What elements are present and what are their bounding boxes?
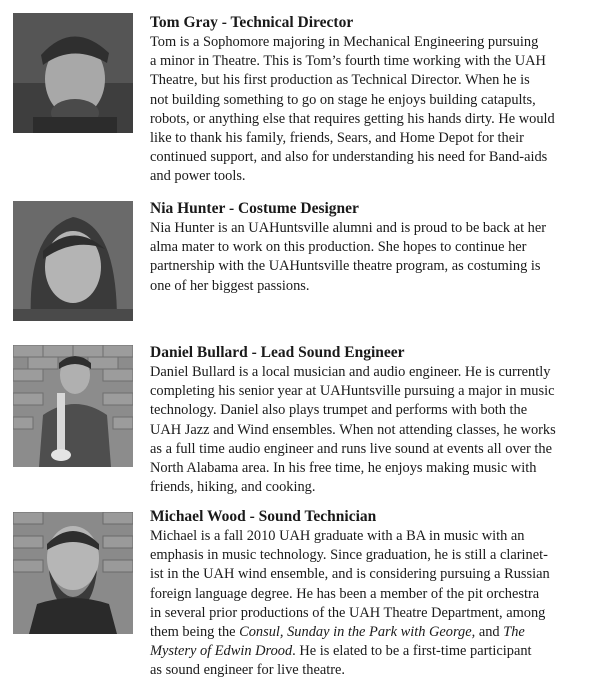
production-title: Consul, Sunday in the Park with George, xyxy=(239,624,476,641)
bio-line xyxy=(150,623,600,642)
photo-nia-hunter xyxy=(13,201,133,321)
photo-tom-gray xyxy=(13,13,133,133)
bio-line xyxy=(150,642,600,661)
headshot-photo-icon xyxy=(13,512,133,634)
person-bio xyxy=(150,363,600,497)
bio-line: not building something to go on stage he enjoys building catapults, xyxy=(150,91,536,108)
bio-text-run: and xyxy=(475,624,504,641)
production-title: Mystery of Edwin Drood xyxy=(150,643,293,660)
person-name-heading: Tom Gray - Technical Director xyxy=(150,14,354,31)
bio-line: alma mater to work on this production. She hopes to continue her xyxy=(150,239,527,256)
bio-text xyxy=(150,199,600,296)
bio-line: emphasis in music technology. Since graduation, he is still a clarinet- xyxy=(150,547,548,564)
bio-text xyxy=(150,343,600,497)
photo-daniel-bullard xyxy=(13,345,133,467)
bio-line: in several prior productions of the UAH Theatre Department, among xyxy=(150,604,546,621)
bio-line: Nia Hunter is an UAHuntsville alumni and is proud to be back at her xyxy=(150,220,547,236)
bio-text-run: . He is elated to be a first-time participant xyxy=(292,643,532,660)
bio-line: one of her biggest passions. xyxy=(150,277,310,294)
person-bio xyxy=(150,33,600,187)
bio-line: technology. Daniel also plays trumpet and performs with both the xyxy=(150,402,528,419)
bio-line: and power tools. xyxy=(150,168,246,185)
bio-line: as sound engineer for live theatre. xyxy=(150,662,345,679)
bio-text xyxy=(150,507,600,681)
musician-with-trumpet-photo-icon xyxy=(13,345,133,467)
bio-text-run: them being the xyxy=(150,624,240,641)
production-title: The xyxy=(503,624,525,641)
person-name-heading: Daniel Bullard - Lead Sound Engineer xyxy=(150,344,405,361)
person-bio xyxy=(150,527,600,681)
photo-michael-wood xyxy=(13,512,133,634)
bio-line: ist in the UAH wind ensemble, and is considering pursuing a Russian xyxy=(150,566,550,583)
person-name-heading: Michael Wood - Sound Technician xyxy=(150,508,377,525)
bio-line: completing his senior year at UAHuntsville pursuing a major in music xyxy=(150,383,555,400)
headshot-photo-icon xyxy=(13,201,133,321)
bio-line: North Alabama area. In his free time, he enjoys making music with xyxy=(150,460,537,477)
bio-line: UAH Jazz and Wind ensembles. When not attending classes, he works xyxy=(150,421,556,438)
bio-line: continued support, and also for understanding his need for Band-aids xyxy=(150,149,548,166)
bio-line: a minor in Theatre. This is Tom’s fourth time working with the UAH xyxy=(150,53,546,70)
bio-line: foreign language degree. He has been a member of the pit orchestra xyxy=(150,585,540,602)
headshot-photo-icon xyxy=(13,13,133,133)
person-bio xyxy=(150,219,600,296)
bio-line: Michael is a fall 2010 UAH graduate with a BA in music with an xyxy=(150,528,525,544)
bio-text xyxy=(150,13,600,187)
bio-line: robots, or anything else that requires getting his hands dirty. He would xyxy=(150,110,555,127)
bio-line: partnership with the UAHuntsville theatre program, as costuming is xyxy=(150,258,541,275)
bio-line: as a full time audio engineer and runs live sound at events all over the xyxy=(150,440,553,457)
bio-line: like to thank his family, friends, Sears, and Home Depot for their xyxy=(150,130,524,147)
person-name-heading: Nia Hunter - Costume Designer xyxy=(150,200,359,217)
bio-line: friends, hiking, and cooking. xyxy=(150,479,316,496)
bio-line: Daniel Bullard is a local musician and audio engineer. He is currently xyxy=(150,364,551,380)
bio-line: Tom is a Sophomore majoring in Mechanical Engineering pursuing xyxy=(150,34,539,50)
bio-line: Theatre, but his first production as Technical Director. When he is xyxy=(150,72,530,89)
